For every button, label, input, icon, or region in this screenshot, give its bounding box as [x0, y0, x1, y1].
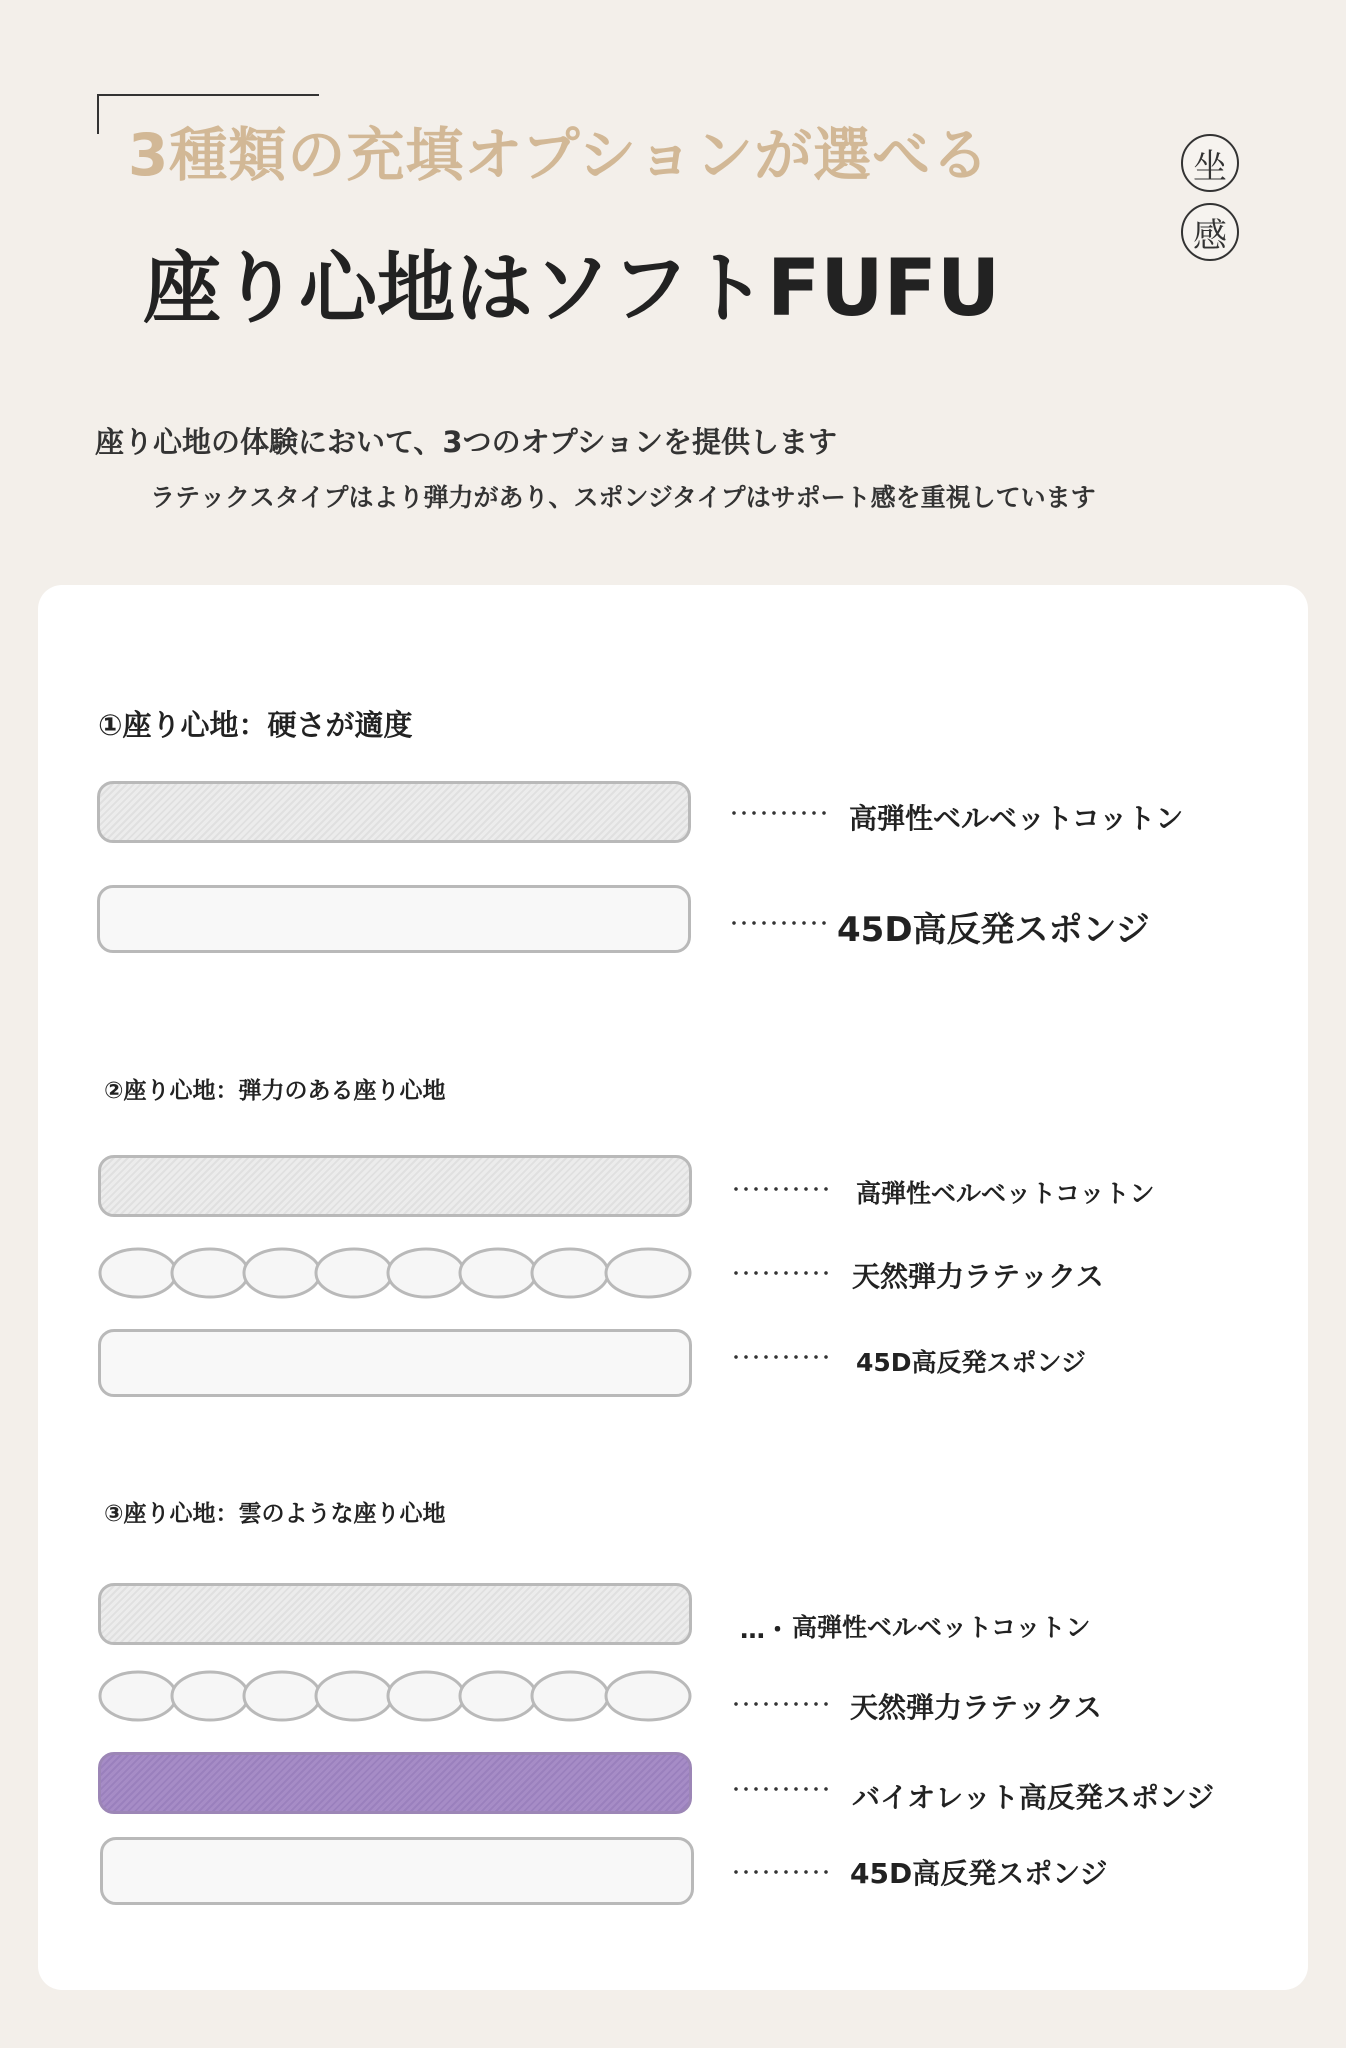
layer-label: 高弾性ベルベットコットン: [856, 1179, 1155, 1208]
intro-line-2: ラテックスタイプはより弾力があり、スポンジタイプはサポート感を重視しています: [150, 483, 1096, 512]
latex-layer: [98, 1668, 696, 1724]
layer-label: 高弾性ベルベットコットン: [792, 1613, 1091, 1642]
seal-badge-top: 坐: [1181, 134, 1239, 192]
leader-dots: [731, 1702, 831, 1706]
layer-label: 45D高反発スポンジ: [850, 1857, 1108, 1890]
velvet-cotton-layer: [97, 781, 691, 843]
foam-layer: [97, 885, 691, 953]
section-3-title: ③座り心地：雲のような座り心地: [104, 1501, 446, 1527]
layer-label: 45D高反発スポンジ: [856, 1348, 1086, 1377]
velvet-cotton-layer: [98, 1155, 692, 1217]
velvet-cotton-layer: [98, 1583, 692, 1645]
section-1-title: ①座り心地：硬さが適度: [98, 708, 413, 742]
leader-dots: [729, 811, 829, 815]
layer-label: 天然弾力ラテックス: [852, 1260, 1104, 1293]
page-title: 座り心地はソフトFUFU: [143, 244, 1001, 334]
leader-dots: [731, 1355, 831, 1359]
leader-dots: [729, 921, 829, 925]
intro-line-1: 座り心地の体験において、3つのオプションを提供します: [95, 425, 837, 459]
layer-label: 45D高反発スポンジ: [837, 910, 1150, 950]
leader-dots: [731, 1271, 831, 1275]
layer-label: バイオレット高反発スポンジ: [852, 1781, 1215, 1814]
layer-label: 天然弾力ラテックス: [850, 1691, 1102, 1724]
leader-mark: …・: [740, 1615, 791, 1644]
seal-badge-bottom: 感: [1181, 203, 1239, 261]
layer-label: 高弾性ベルベットコットン: [849, 802, 1184, 835]
leader-dots: [731, 1187, 831, 1191]
violet-foam-layer: [98, 1752, 692, 1814]
leader-dots: [731, 1870, 831, 1874]
latex-layer: [98, 1245, 696, 1301]
header-subtitle: 3種類の充填オプションが選べる: [128, 121, 991, 189]
leader-dots: [731, 1787, 831, 1791]
foam-layer: [98, 1329, 692, 1397]
section-2-title: ②座り心地：弾力のある座り心地: [104, 1078, 446, 1104]
foam-layer: [100, 1837, 694, 1905]
